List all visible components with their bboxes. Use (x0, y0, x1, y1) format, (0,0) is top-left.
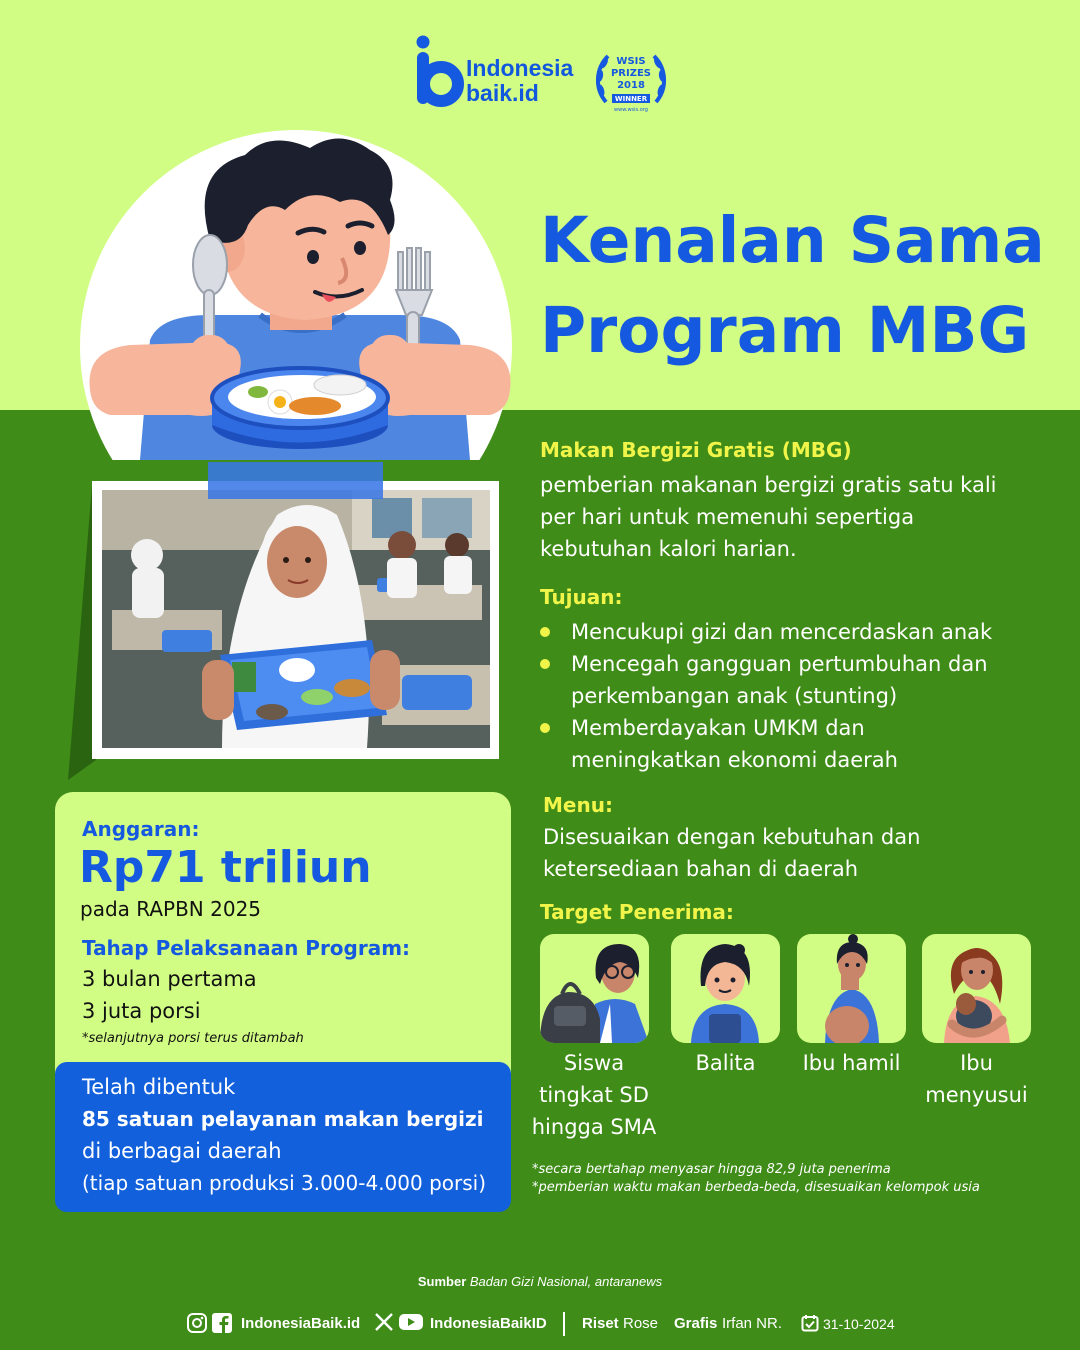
classroom-photo-image (102, 490, 490, 748)
goal-line: Memberdayakan UMKM dan (571, 716, 865, 740)
phase-duration: 3 bulan pertama (82, 967, 257, 991)
goal-line: perkembangan anak (stunting) (571, 684, 898, 708)
target-card-breastfeeding (922, 934, 1031, 1043)
title-line-2: Program MBG (540, 294, 1030, 367)
goal-item-1 (571, 616, 992, 648)
target-label-line: hingga SMA (531, 1115, 657, 1139)
goal-line: meningkatkan ekonomi daerah (571, 748, 898, 772)
calendar-icon (801, 1314, 819, 1332)
handle-x-youtube[interactable]: IndonesiaBaikID (430, 1315, 547, 1332)
menu-text (543, 821, 920, 885)
service-line-4: (tiap satuan produksi 3.000-4.000 porsi) (82, 1171, 487, 1195)
research-name: Rose (623, 1315, 659, 1332)
instagram-icon[interactable] (186, 1312, 208, 1334)
title-line-1: Kenalan Sama (540, 204, 1045, 277)
research-label: Riset (582, 1315, 619, 1332)
service-line-1: Telah dibentuk (82, 1075, 236, 1099)
pregnant-woman-icon (797, 934, 906, 1043)
menu-line: Disesuaikan dengan kebutuhan dan (543, 825, 921, 849)
breastfeeding-mother-icon (922, 934, 1031, 1043)
page-title (540, 196, 1060, 376)
youtube-icon[interactable] (398, 1312, 424, 1332)
toddler-icon (671, 934, 780, 1043)
wsis-award-badge-icon (596, 50, 666, 114)
award-line-1: WSIS (616, 56, 646, 67)
footer-divider (563, 1312, 565, 1336)
bullet-icon (540, 659, 550, 669)
target-note: *pemberian waktu makan berbeda-beda, disesuaikan kelompok usia (532, 1180, 980, 1195)
definition-line: pemberian makanan bergizi gratis satu kali (540, 473, 997, 497)
target-label-line: tingkat SD (539, 1083, 649, 1107)
target-card-student (540, 934, 649, 1043)
phase-portions: 3 juta porsi (82, 999, 201, 1023)
source-text: Badan Gizi Nasional, antaranews (469, 1274, 663, 1289)
budget-amount: Rp71 triliun (79, 842, 372, 893)
definition-heading: Makan Bergizi Gratis (MBG) (540, 438, 852, 462)
budget-context: pada RAPBN 2025 (80, 897, 262, 921)
target-label-line: menyusui (925, 1083, 1028, 1107)
source-label: Sumber (417, 1274, 467, 1289)
handle-instagram-facebook[interactable]: IndonesiaBaik.id (241, 1315, 361, 1332)
student-lunch-photo (102, 490, 490, 748)
goal-line: Mencegah gangguan pertumbuhan dan (571, 652, 988, 676)
goals-heading: Tujuan: (540, 585, 623, 609)
award-line-2: PRIZES (610, 68, 652, 79)
target-card-pregnant (797, 934, 906, 1043)
target-label-student (520, 1047, 668, 1143)
target-label-line: Ibu hamil (802, 1051, 901, 1075)
definition-line: kebutuhan kalori harian. (540, 537, 797, 561)
budget-label: Anggaran: (82, 817, 200, 841)
bullet-icon (540, 723, 550, 733)
graphic-label: Grafis (674, 1315, 718, 1332)
service-line-3: di berbagai daerah (82, 1139, 282, 1163)
phase-label: Tahap Pelaksanaan Program: (82, 936, 411, 960)
service-line-2: 85 satuan pelayanan makan bergizi (82, 1107, 484, 1131)
publish-date: 31-10-2024 (823, 1316, 895, 1332)
target-note: *secara bertahap menyasar hingga 82,9 juta penerima (532, 1162, 891, 1177)
goal-item-2 (571, 648, 988, 712)
goal-item-3 (571, 712, 898, 776)
menu-heading: Menu: (543, 793, 613, 817)
award-url: www.wsis.org (614, 107, 648, 113)
target-label-pregnant (787, 1047, 916, 1079)
boy-eating-illustration-icon (70, 130, 530, 460)
student-icon (540, 934, 649, 1043)
definition-line: per hari untuk memenuhi sepertiga (540, 505, 915, 529)
phase-note: *selanjutnya porsi terus ditambah (82, 1031, 304, 1046)
hero-area (0, 0, 600, 460)
target-card-toddler (671, 934, 780, 1043)
definition-text (540, 469, 997, 565)
menu-line: ketersediaan bahan di daerah (543, 857, 858, 881)
logo-line-2: baik.id (466, 80, 539, 106)
source-line (0, 1274, 1080, 1289)
target-label-toddler (661, 1047, 790, 1079)
facebook-icon[interactable] (211, 1312, 233, 1334)
photo-tape (208, 462, 383, 499)
target-label-breastfeeding (912, 1047, 1041, 1111)
graphic-name: Irfan NR. (722, 1315, 783, 1332)
footer (0, 1310, 1080, 1338)
target-label-line: Balita (695, 1051, 756, 1075)
x-twitter-icon[interactable] (374, 1312, 394, 1332)
award-line-3: WINNER (614, 95, 648, 103)
target-label-line: Ibu (960, 1051, 993, 1075)
goal-line: Mencukupi gizi dan mencerdaskan anak (571, 620, 993, 644)
award-year: 2018 (617, 80, 645, 91)
target-heading: Target Penerima: (540, 900, 734, 924)
logo-line-1: Indonesia (466, 55, 574, 81)
target-label-line: Siswa (563, 1051, 625, 1075)
bullet-icon (540, 627, 550, 637)
